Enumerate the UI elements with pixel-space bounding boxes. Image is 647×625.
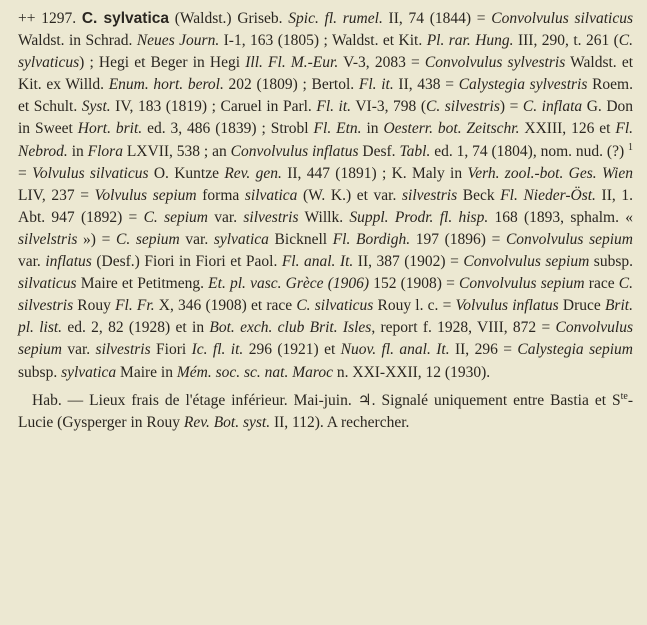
text-run: Waldst. in Schrad.: [18, 32, 137, 50]
text-run: 152 (1908) =: [369, 275, 460, 293]
text-run: Calystegia sylvestris: [458, 76, 588, 94]
text-run: subsp.: [589, 253, 633, 271]
text-run: Suppl. Prodr. fl. hisp.: [349, 208, 489, 226]
text-run: V-3, 2083 =: [338, 54, 425, 72]
text-run: sylvatica: [213, 230, 269, 248]
text-run: silvestris: [401, 186, 458, 204]
text-run: Maire et Petitmeng.: [76, 275, 209, 293]
text-run: LIV, 237 =: [18, 186, 95, 204]
text-run: silvestris: [243, 208, 299, 226]
text-run: Willk.: [298, 208, 350, 226]
text-run: Tabl.: [399, 142, 431, 160]
text-run: Convolvulus sepium: [18, 319, 633, 359]
text-run: ed. 2, 82 (1928) et in: [62, 319, 210, 337]
species-entry: [18, 8, 633, 384]
text-run: Volvulus inflatus: [455, 297, 559, 315]
text-run: inflatus: [45, 253, 92, 271]
text-run: Et. pl. vasc. Grèce (1906): [208, 275, 370, 293]
text-run: Fl. Nebrod.: [18, 120, 634, 160]
text-run: II, 1. Abt. 947 (1892) =: [18, 186, 633, 226]
text-run: var.: [61, 341, 96, 359]
text-run: in: [67, 142, 88, 160]
text-run: II, 447 (1891) ; K. Maly in: [281, 164, 468, 182]
text-run: Hort. brit.: [77, 120, 143, 138]
text-run: 197 (1896) =: [410, 230, 506, 248]
text-run: Fl. anal. It.: [281, 253, 354, 271]
text-run: 168 (1893, sphalm. «: [488, 208, 634, 226]
text-run: Convolvulus sepium: [463, 253, 590, 271]
text-run: Brit. pl. list.: [18, 297, 633, 337]
text-run: Flora: [87, 142, 123, 160]
text-run: C. sylvatica: [81, 10, 169, 27]
text-run: Bicknell: [268, 230, 333, 248]
text-run: in: [361, 120, 384, 138]
text-run: Fl. Fr.: [115, 297, 155, 315]
text-run: C. silvaticus: [296, 297, 374, 315]
text-run: Convolvulus sepium: [505, 230, 634, 248]
text-run: C. silvestris: [426, 98, 500, 116]
text-run: Ill. Fl. M.-Eur.: [245, 54, 339, 72]
text-run: II, 296 =: [449, 341, 518, 359]
text-run: 296 (1921) et: [243, 341, 341, 359]
text-run: Verh. zool.-bot. Ges. Wien: [467, 164, 633, 182]
text-run: C. sepium: [115, 230, 180, 248]
text-run: Oesterr. bot. Zeitschr.: [383, 120, 520, 138]
text-run: Volvulus silvaticus: [32, 164, 149, 182]
text-run: C. inflata: [522, 98, 583, 116]
text-run: Rouy l. c. =: [373, 297, 456, 315]
text-run: Volvulus sepium: [94, 186, 197, 204]
text-run: Convolvulus sepium: [459, 275, 585, 293]
text-run: Rev. Bot. syst.: [183, 413, 271, 431]
text-run: Fl. Etn.: [313, 120, 362, 138]
text-run: Fl. Bordigh.: [332, 230, 411, 248]
text-run: III, 290, t. 261 (: [513, 32, 619, 50]
text-run: X, 346 (1908) et race: [154, 297, 297, 315]
text-run: te: [620, 390, 628, 402]
text-run: Convolvulus inflatus: [230, 142, 359, 160]
text-run: ) =: [499, 98, 523, 116]
habitat-text: [18, 392, 633, 431]
text-run: race: [584, 275, 619, 293]
text-run: Pl. rar. Hung.: [426, 32, 514, 50]
text-run: II, 387 (1902) =: [353, 253, 464, 271]
text-run: silvatica: [244, 186, 298, 204]
text-run: =: [18, 164, 33, 182]
text-run: Enum. hort. berol.: [108, 76, 224, 94]
text-run: Bot. exch. club Brit. Isles: [209, 319, 372, 337]
text-run: ) ; Hegi et Beger in Hegi: [79, 54, 246, 72]
text-run: Fiori: [150, 341, 192, 359]
text-run: forma: [196, 186, 245, 204]
text-run: LXVII, 538 ; an: [122, 142, 231, 160]
text-run: var.: [179, 230, 214, 248]
text-run: (Waldst.) Griseb.: [169, 10, 289, 27]
text-run: (Desf.) Fiori in Fiori et Paol.: [91, 253, 282, 271]
text-run: Fl. Nieder-Öst.: [500, 186, 596, 204]
text-run: O. Kuntze: [148, 164, 225, 182]
text-run: IV, 183 (1819) ; Caruel in Parl.: [110, 98, 317, 116]
text-run: C. sepium: [143, 208, 208, 226]
text-run: Calystegia sepium: [517, 341, 633, 359]
text-run: II, 438 =: [393, 76, 459, 94]
text-run: II, 74 (1844) =: [382, 10, 492, 27]
text-run: -Lucie (Gysperger in Rouy: [18, 391, 633, 431]
text-run: Desf.: [358, 142, 400, 160]
text-run: , report f. 1928, VIII, 872 =: [371, 319, 556, 337]
text-run: C. sylvaticus: [18, 32, 634, 72]
text-run: Syst.: [81, 98, 111, 116]
text-run: ed. 3, 486 (1839) ; Strobl: [142, 120, 314, 138]
text-run: Maire in: [116, 363, 177, 381]
text-run: VI-3, 798 (: [351, 98, 426, 116]
text-run: Fl. it.: [358, 76, 394, 94]
text-run: I-1, 163 (1805) ; Waldst. et Kit.: [219, 32, 427, 50]
text-run: ++ 1297.: [18, 10, 82, 27]
text-run: silvestris: [95, 341, 151, 359]
text-run: Druce: [558, 297, 605, 315]
text-run: silvaticus: [18, 275, 77, 293]
text-run: Neues Journ.: [136, 32, 220, 50]
text-run: Rev. gen.: [224, 164, 282, 182]
text-run: Mém. soc. sc. nat. Maroc: [176, 363, 333, 381]
text-run: II, 112). A rechercher.: [270, 413, 410, 431]
text-run: G. Don in Sweet: [18, 98, 634, 138]
text-run: ed. 1, 74 (1804), nom. nud. (?): [430, 142, 628, 160]
text-run: 202 (1809) ; Bertol.: [223, 76, 359, 94]
text-run: 1: [628, 141, 633, 153]
text-run: Waldst. et Kit. ex Willd.: [18, 54, 633, 94]
text-run: var.: [18, 253, 46, 271]
text-run: Rouy: [73, 297, 116, 315]
text-run: Ic. fl. it.: [191, 341, 244, 359]
text-run: sylvatica: [61, 363, 117, 381]
text-run: ») =: [77, 230, 116, 248]
text-run: C. silvestris: [18, 275, 633, 315]
text-run: subsp.: [18, 363, 62, 381]
text-run: Convolvulus silvaticus: [491, 10, 634, 27]
text-run: Nuov. fl. anal. It.: [340, 341, 450, 359]
text-run: Hab. — Lieux frais de l'étage inférieur. Mai-juin. ♃. Signalé uniquement entre Bastia et S: [32, 391, 621, 409]
text-run: n. XXI-XXII, 12 (1930).: [333, 363, 491, 381]
text-run: XXIII, 126 et: [519, 120, 616, 138]
text-run: Fl. it.: [316, 98, 352, 116]
text-run: (W. K.) et var.: [297, 186, 402, 204]
text-run: var.: [208, 208, 244, 226]
habitat-note: [18, 390, 633, 434]
text-run: silvelstris: [18, 230, 78, 248]
text-run: Spic. fl. rumel.: [288, 10, 383, 27]
text-run: Beck: [457, 186, 501, 204]
text-run: Roem. et Schult.: [18, 76, 633, 116]
text-run: Convolvulus sylvestris: [424, 54, 566, 72]
